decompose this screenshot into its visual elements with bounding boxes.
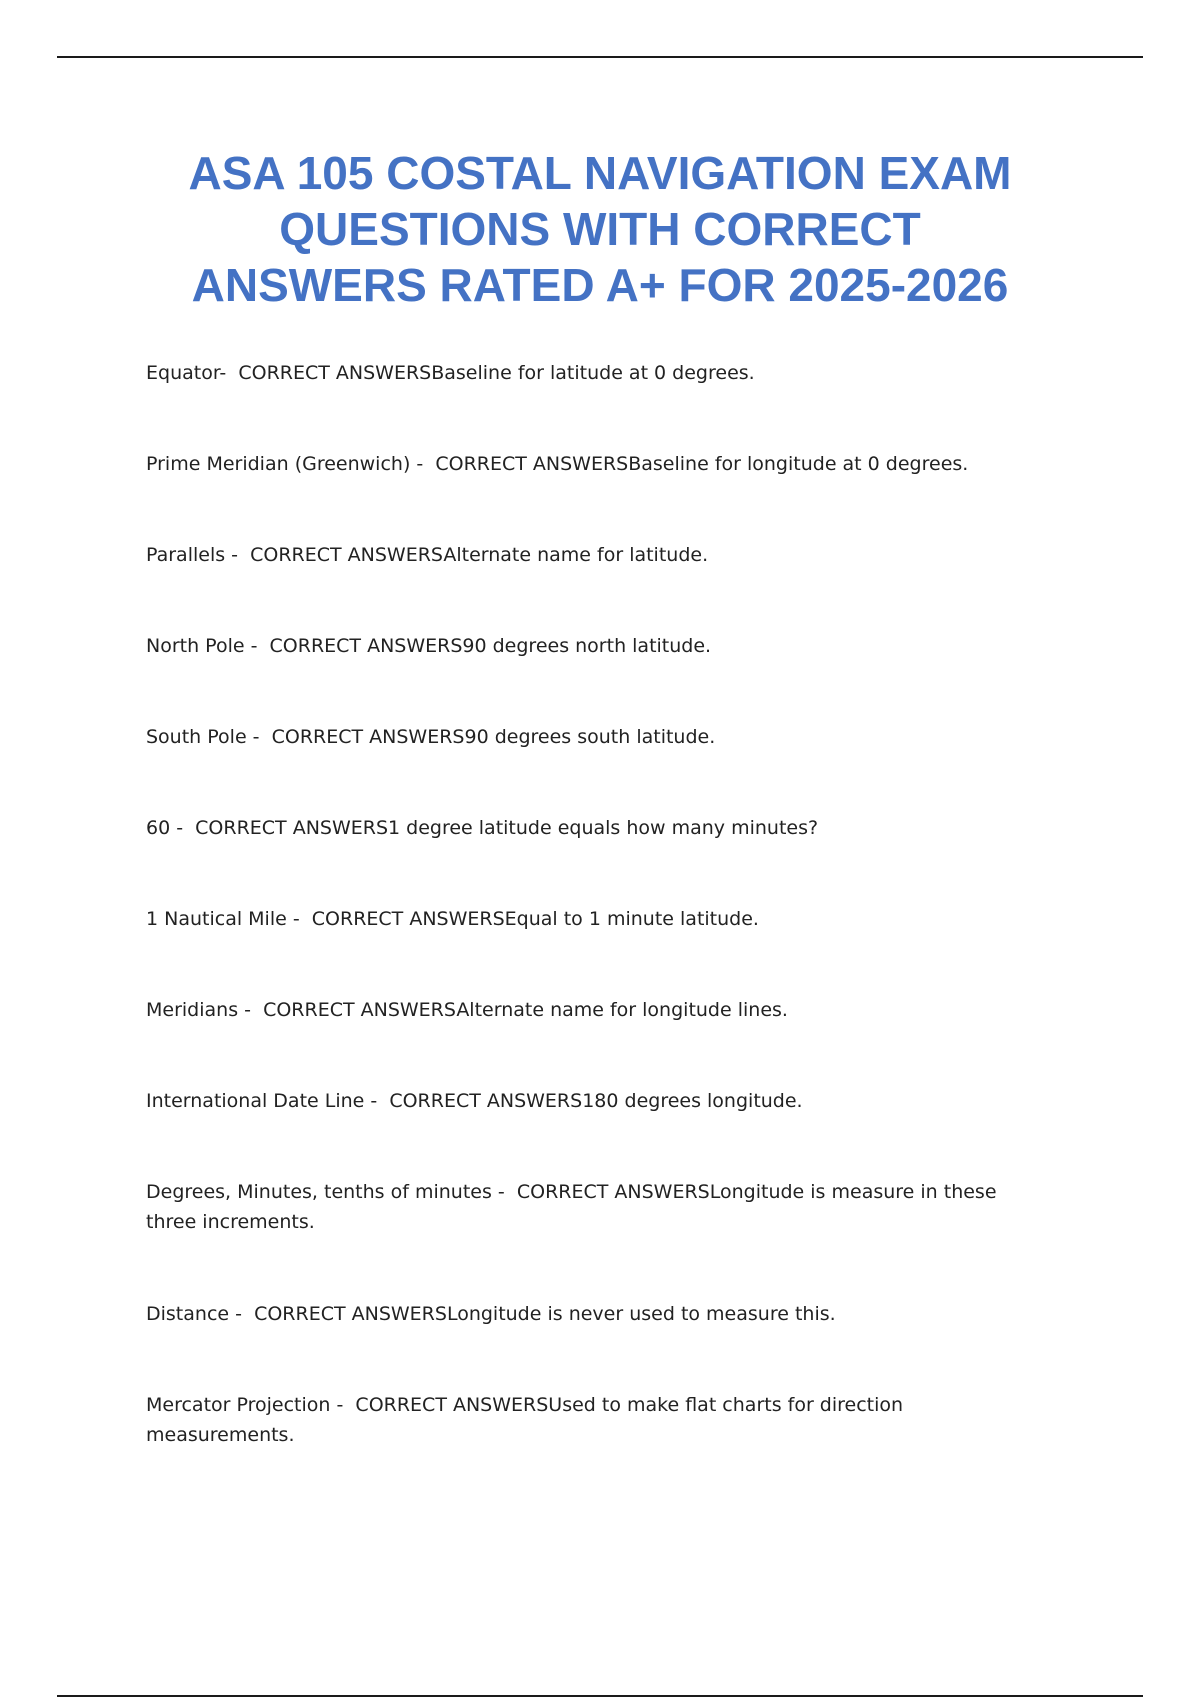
- qa-marker: CORRECT ANSWERS: [516, 1181, 710, 1203]
- qa-marker: CORRECT ANSWERS: [355, 1394, 549, 1416]
- qa-term: Mercator Projection -: [146, 1394, 356, 1416]
- top-divider: [57, 56, 1143, 58]
- qa-answer: 1 degree latitude equals how many minutes?: [388, 817, 819, 839]
- qa-marker: CORRECT ANSWERS: [389, 1090, 583, 1112]
- qa-item-date-line: [146, 1086, 1046, 1116]
- qa-term: Meridians -: [146, 999, 264, 1021]
- qa-term: 1 Nautical Mile -: [146, 908, 312, 930]
- qa-item-south-pole: [146, 722, 1046, 752]
- bottom-divider: [57, 1695, 1143, 1697]
- qa-term: 60 -: [146, 817, 196, 839]
- qa-item-sixty: [146, 813, 1046, 843]
- qa-item-north-pole: [146, 631, 1046, 661]
- qa-marker: CORRECT ANSWERS: [250, 544, 444, 566]
- qa-term: Distance -: [146, 1303, 255, 1325]
- qa-answer: 90 degrees south latitude.: [464, 726, 716, 748]
- qa-answer: Baseline for longitude at 0 degrees.: [628, 453, 969, 475]
- qa-marker: CORRECT ANSWERS: [254, 1303, 447, 1325]
- qa-item-mercator: [146, 1390, 1046, 1450]
- qa-item-parallels: [146, 540, 1046, 570]
- qa-marker: CORRECT ANSWERS: [269, 635, 463, 657]
- qa-answer: Alternate name for longitude lines.: [456, 999, 788, 1021]
- qa-term: Parallels -: [146, 544, 251, 566]
- title-line: ANSWERS RATED A+ FOR 2025-2026: [191, 259, 1009, 311]
- qa-answer: 90 degrees north latitude.: [462, 635, 712, 657]
- qa-answer: Longitude is never used to measure this.: [446, 1303, 836, 1325]
- qa-item-meridians: [146, 995, 1046, 1025]
- qa-term: North Pole -: [146, 635, 270, 657]
- qa-term: Degrees, Minutes, tenths of minutes -: [146, 1181, 517, 1203]
- qa-answer: Equal to 1 minute latitude.: [504, 908, 759, 930]
- qa-item-equator: [146, 358, 1046, 388]
- qa-answer: Longitude is measure in these three increments.: [146, 1181, 1003, 1233]
- qa-marker: CORRECT ANSWERS: [195, 817, 389, 839]
- qa-answer: Alternate name for latitude.: [443, 544, 709, 566]
- title-line: ASA 105 COSTAL NAVIGATION EXAM: [188, 147, 1012, 199]
- qa-answer: Baseline for latitude at 0 degrees.: [431, 362, 755, 384]
- qa-answer: Used to make flat charts for direction measurements.: [146, 1394, 910, 1446]
- qa-marker: CORRECT ANSWERS: [435, 453, 629, 475]
- qa-answer: 180 degrees longitude.: [582, 1090, 803, 1112]
- qa-marker: CORRECT ANSWERS: [238, 362, 432, 384]
- title-line: QUESTIONS WITH CORRECT: [279, 203, 921, 255]
- qa-term: Prime Meridian (Greenwich) -: [146, 453, 436, 475]
- qa-item-increments: [146, 1177, 1046, 1237]
- qa-term: International Date Line -: [146, 1090, 390, 1112]
- qa-item-distance: [146, 1299, 1046, 1329]
- qa-term: Equator-: [146, 362, 239, 384]
- qa-marker: CORRECT ANSWERS: [263, 999, 457, 1021]
- qa-item-prime-meridian: [146, 449, 1046, 479]
- qa-item-nautical-mile: [146, 904, 1046, 934]
- qa-list: [146, 358, 1046, 1511]
- qa-marker: CORRECT ANSWERS: [311, 908, 505, 930]
- document-title: [100, 145, 1100, 313]
- qa-term: South Pole -: [146, 726, 272, 748]
- qa-marker: CORRECT ANSWERS: [271, 726, 465, 748]
